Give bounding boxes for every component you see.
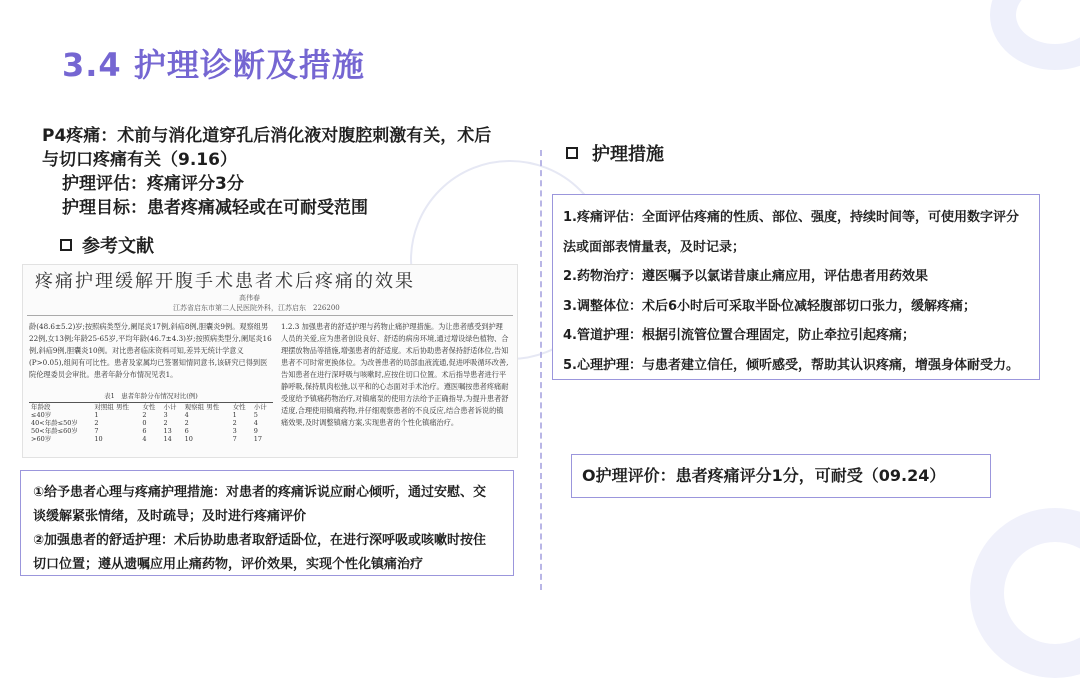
table-cell: 13 (163, 427, 172, 435)
article-affiliation: 江苏省启东市第二人民医院外科，江苏启东 226200 (173, 304, 340, 312)
table-cell: 2 (163, 419, 168, 427)
article-title: 疼痛护理缓解开腹手术患者术后疼痛的效果 (35, 271, 415, 292)
reference-heading-label: 参考文献 (82, 236, 154, 257)
table-header-row (29, 403, 273, 412)
table-header-cell: 小计 (253, 403, 267, 411)
table-cell: 2 (94, 419, 99, 427)
table-header-cell: 小计 (163, 403, 177, 411)
table-header-cell: 对照组 男性 (94, 403, 129, 411)
nursing-evaluation-box: O护理评价：患者疼痛评分1分，可耐受（09.24） (571, 454, 991, 498)
table-cell: 4 (142, 435, 147, 443)
square-bullet-icon (60, 239, 72, 251)
slide-title: 3.4 护理诊断及措施 (62, 46, 365, 84)
table-cell: 7 (232, 435, 237, 443)
table-cell: 5 (253, 411, 258, 419)
table-cell: 0 (142, 419, 147, 427)
table-cell: 10 (94, 435, 103, 443)
table-cell: 4 (253, 419, 258, 427)
diagnosis-line-1: P4疼痛：术前与消化道穿孔后消化液对腹腔刺激有关，术后 (42, 126, 492, 146)
table-cell: ≤40岁 (31, 411, 52, 419)
reference-heading (60, 232, 154, 258)
table-cell: 50<年龄≤60岁 (31, 427, 78, 435)
measure-item: 5.心理护理：与患者建立信任，倾听感受，帮助其认识疼痛，增强身体耐受力。 (563, 357, 1019, 373)
table-cell: >60岁 (31, 435, 52, 443)
table-header-cell: 女性 (142, 403, 156, 411)
table-cell: 1 (94, 411, 99, 419)
measure-item: 1.疼痛评估：全面评估疼痛的性质、部位、强度，持续时间等，可使用数字评分 (563, 210, 1019, 225)
article-author: 高伟春 (239, 294, 260, 302)
notes-line-3: ②加强患者的舒适护理：术后协助患者取舒适卧位，在进行深呼吸或咳嗽时按住 (33, 533, 487, 548)
notes-line-1: ①给予患者心理与疼痛护理措施：对患者的疼痛诉说应耐心倾听，通过安慰、交 (33, 485, 487, 500)
table-cell: 2 (184, 419, 189, 427)
table-cell: 2 (232, 419, 237, 427)
article-table (29, 391, 273, 443)
table-cell: 14 (163, 435, 172, 443)
article-right-column: 1.2.3 加强患者的舒适护理与药物止痛护理措施。为让患者感受到护理人员的关爱,应为患者创设良好、舒适的病房环境,通过增设绿色植物、合理摆放物品等措施,增强患者的舒适度。术后协助患者保持舒适体位,告知患者不可时常更换体位。为改善患者的局部血液流通,促进呼吸循环改善,告知患者在进行深呼吸与咳嗽时,应按住切口位置。术后指导患者进行平静呼吸,保持肌肉松弛,以平和的心态面对手术治疗。遵医嘱按患者疼痛耐受度给予镇痛药物治疗,对镇痛泵的使用方法给予正确指导,为提升患者舒适度,合理使用镇痛药物,并仔细观察患者的不良反应,结合患者诉说的镇痛效果,及时调整镇痛方案,实现患者的个性化镇痛治疗。 (281, 322, 509, 427)
table-cell: 9 (253, 427, 258, 435)
measure-item: 2.药物治疗：遵医嘱予以氯诺昔康止痛应用，评估患者用药效果 (563, 269, 928, 284)
square-bullet-icon (566, 147, 578, 159)
diagnosis-block (42, 124, 532, 220)
table-row (29, 435, 273, 443)
table-cell: 3 (232, 427, 237, 435)
table-cell: 1 (232, 411, 237, 419)
article-table-caption: 表1 患者年龄分布情况对比(例) (104, 392, 198, 400)
article-left-column: 龄(48.6±5.2)岁;按照病类型分,阑尾炎17例,斜疝8例,胆囊炎9例。观察组男22例,女13例;年龄25-65岁,平均年龄(46.7±4.3)岁;按照病类型分,阑尾炎16例,斜疝9例,胆囊炎10例。对比患者临床资料可知,差异无统计学意义(P>0.05),组间有可比性。患者及家属均已签署知情同意书,该研究已得到医院伦理委员会审批。患者年龄分布情况见表1。 (29, 322, 272, 379)
article-divider (27, 315, 513, 316)
table-row (29, 411, 273, 419)
table-cell: 3 (163, 411, 168, 419)
table-header-cell: 女性 (232, 403, 246, 411)
measure-item: 3.调整体位：术后6小时后可采取半卧位减轻腹部切口张力，缓解疼痛； (563, 298, 977, 314)
measure-item: 法或面部表情量表，及时记录； (563, 239, 746, 255)
measure-item: 4.管道护理：根据引流管位置合理固定，防止牵拉引起疼痛； (563, 328, 915, 343)
table-row (29, 419, 273, 427)
reference-article-image (22, 264, 518, 458)
table-cell: 10 (184, 435, 193, 443)
table-cell: 4 (184, 411, 189, 419)
table-header-cell: 观察组 男性 (184, 403, 220, 411)
nursing-assessment: 护理评估：疼痛评分3分 (62, 174, 244, 194)
table-cell: 6 (184, 427, 189, 435)
nursing-notes-box (20, 470, 514, 576)
table-cell: 2 (142, 411, 147, 419)
table-row (29, 427, 273, 435)
table-cell: 7 (94, 427, 99, 435)
table-cell: 17 (253, 435, 263, 443)
measures-heading (566, 140, 664, 166)
nursing-measures-box (552, 194, 1040, 380)
dashed-divider (540, 150, 542, 590)
notes-line-2: 谈缓解紧张情绪，及时疏导；及时进行疼痛评价 (33, 509, 307, 524)
decorative-circle-bottom-right (970, 508, 1080, 678)
table-cell: 6 (142, 427, 147, 435)
nursing-goal: 护理目标：患者疼痛减轻或在可耐受范围 (62, 198, 368, 218)
measures-heading-label: 护理措施 (592, 144, 664, 165)
decorative-circle-top-right (990, 0, 1080, 70)
table-header-cell: 年龄段 (31, 403, 51, 411)
notes-line-4: 切口位置；遵从遗嘱应用止痛药物，评价效果，实现个性化镇痛治疗 (33, 557, 424, 572)
table-cell: 40<年龄≤50岁 (31, 419, 78, 427)
diagnosis-line-2: 与切口疼痛有关（9.16） (42, 150, 237, 170)
